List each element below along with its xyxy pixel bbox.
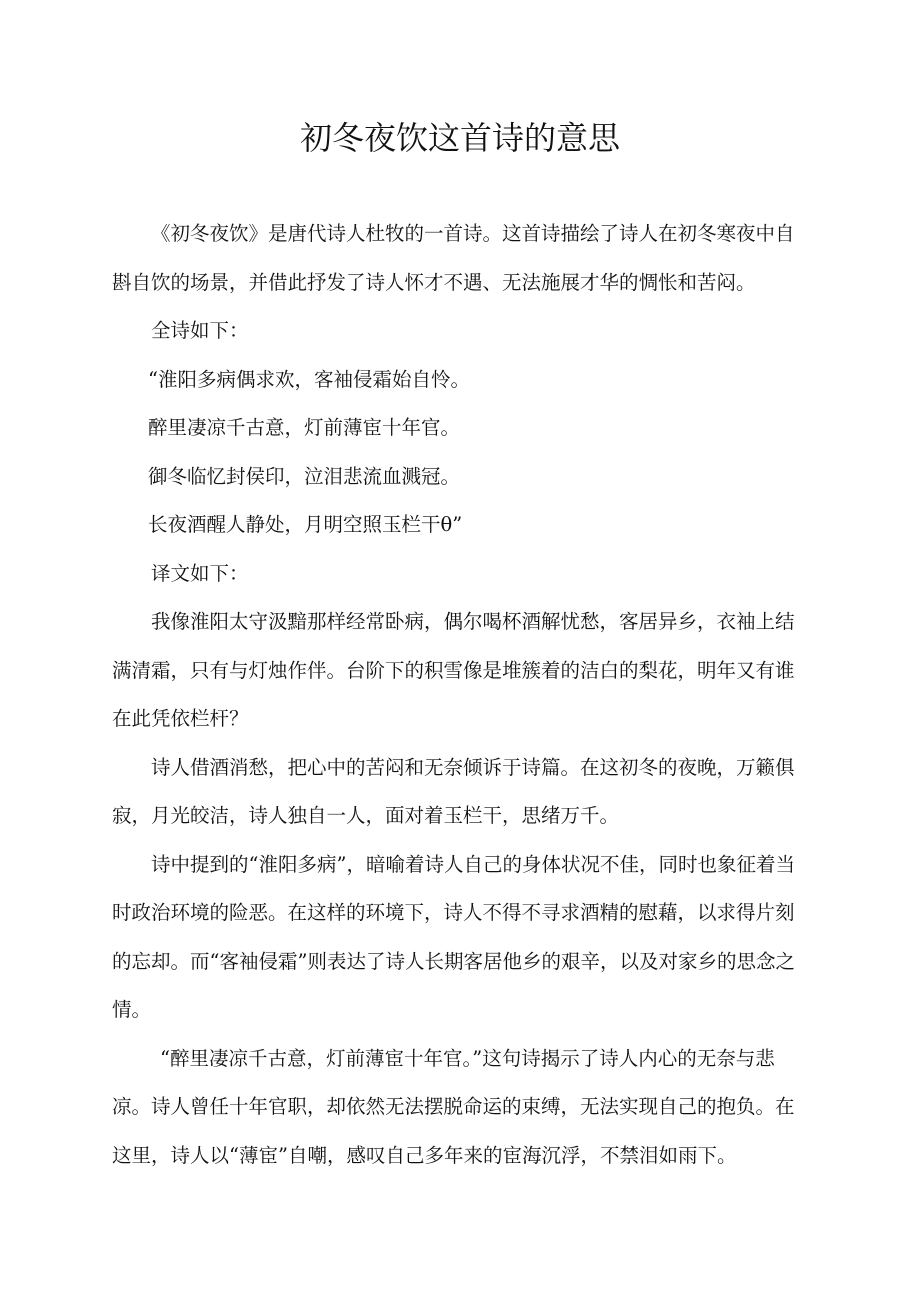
poem-heading: 全诗如下：: [151, 319, 249, 342]
poem-line-2: 醉里凄凉千古意，灯前薄宦十年官。: [148, 416, 461, 439]
poem-line-1: “淮阳多病偶求欢，客袖侵霜始自怜。: [148, 367, 470, 391]
intro-paragraph: 《初冬夜饮》是唐代诗人杜牧的一首诗。这首诗描绘了诗人在初冬寒夜中自斟自饮的场景，并借此抒发了诗人怀才不遇、无法施展才华的惆怅和苦闷。: [112, 222, 795, 294]
translation-paragraph: 我像淮阳太守汲黯那样经常卧病，偶尔喝杯酒解忧愁，客居异乡，衣袖上结满清霜，只有与灯烛作伴。台阶下的积雪像是堆簇着的洁白的梨花，明年又有谁在此凭依栏杆？: [112, 610, 795, 730]
analysis-paragraph-2: 诗中提到的“淮阳多病”，暗喻着诗人自己的身体状况不佳，同时也象征着当时政治环境的险恶。在这样的环境下，诗人不得不寻求酒精的慰藉，以求得片刻的忘却。而“客袖侵霜”则表达了诗人长期客居他乡的艰辛，以及对家乡的思念之情。: [112, 852, 795, 1021]
poem-line-3: 御冬临忆封侯印，泣泪悲流血溅冠。: [148, 464, 461, 488]
page-title: 初冬夜饮这首诗的意思: [299, 119, 620, 157]
document-body: [112, 210, 812, 1180]
analysis-paragraph-3: “醉里凄凉千古意，灯前薄宦十年官。”这句诗揭示了诗人内心的无奈与悲凉。诗人曾任十年官职，却依然无法摆脱命运的束缚，无法实现自己的抱负。在这里，诗人以“薄宦”自嘲，感叹自己多年来的宦海沉浮，不禁泪如雨下。: [112, 1046, 795, 1167]
translation-heading: 译文如下：: [151, 561, 249, 585]
analysis-paragraph-1: 诗人借酒消愁，把心中的苦闷和无奈倾诉于诗篇。在这初冬的夜晚，万籁俱寂，月光皎洁，诗人独自一人，面对着玉栏干，思绪万千。: [112, 755, 795, 827]
poem-line-4: 长夜酒醒人静处，月明空照玉栏干θ”: [148, 513, 463, 536]
